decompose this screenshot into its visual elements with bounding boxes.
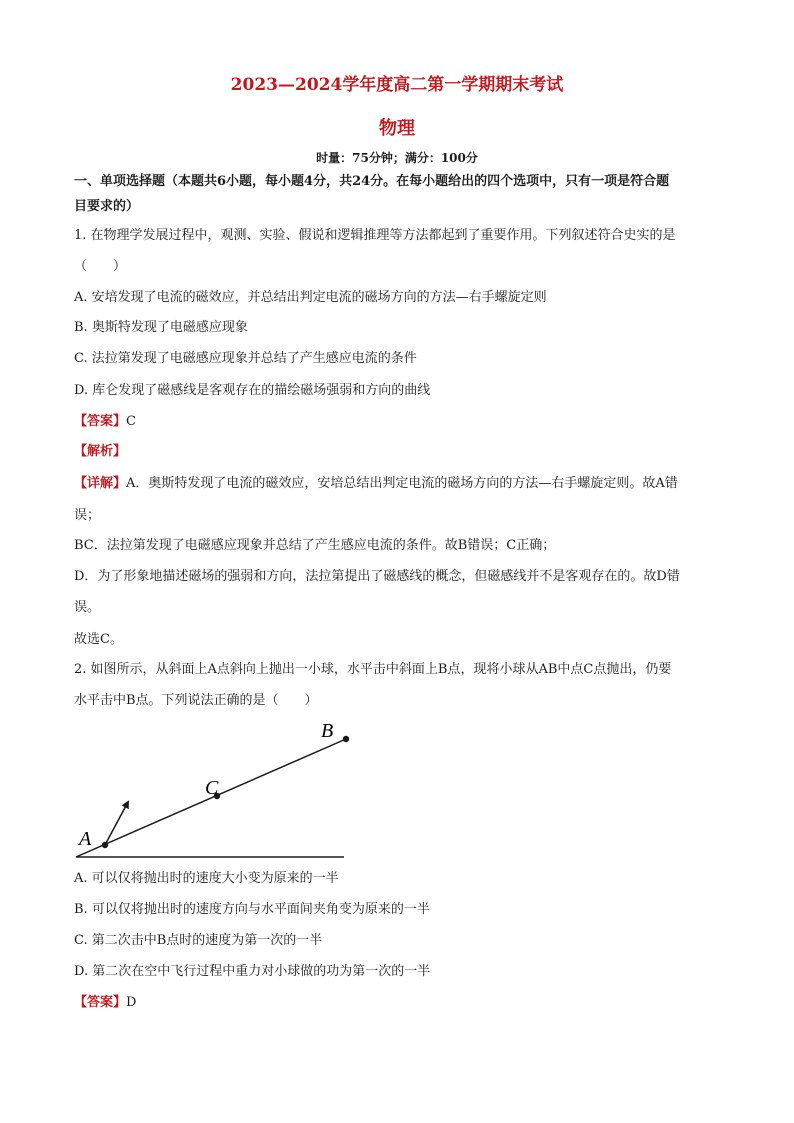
q1-conclusion: 故选C。 [74, 632, 123, 647]
q2-stem-line1: 2. 如图所示，从斜面上A点斜向上抛出一小球，水平击中斜面上B点，现将小球从AB中点C点抛出，仍要 [74, 662, 672, 677]
point-b-dot [343, 736, 349, 742]
q1-detail-line4: D．为了形象地描述磁场的强弱和方向，法拉第提出了磁感线的概念，但磁感线并不是客观存在的。故D错 [74, 569, 680, 584]
section-heading-line2: 目要求的） [74, 199, 140, 214]
q1-analysis-label: 【解析】 [74, 444, 127, 459]
exam-title: 2023—2024学年度高二第一学期期末考试 [230, 75, 564, 95]
q2-option-a: A. 可以仅将抛出时的速度大小变为原来的一半 [74, 871, 339, 886]
q2-option-d: D. 第二次在空中飞行过程中重力对小球做的功为第一次的一半 [74, 964, 431, 979]
q2-answer [74, 994, 136, 1012]
q1-option-a: A. 安培发现了电流的磁效应，并总结出判定电流的磁场方向的方法—右手螺旋定则 [74, 290, 547, 305]
q1-detail-line2: 误； [74, 508, 101, 523]
point-a-dot [102, 842, 108, 848]
q1-answer [74, 413, 136, 431]
label-b: B [321, 720, 334, 742]
q1-option-d: D. 库仑发现了磁感线是客观存在的描绘磁场强弱和方向的曲线 [74, 383, 431, 398]
detail-label: 【详解】 [74, 476, 127, 491]
answer-label: 【答案】 [74, 414, 127, 429]
q1-detail-line3: BC．法拉第发现了电磁感应现象并总结了产生感应电流的条件。故B错误；C正确； [74, 538, 556, 553]
answer-label: 【答案】 [74, 995, 127, 1010]
answer-value: C [126, 414, 136, 429]
q1-option-c: C. 法拉第发现了电磁感应现象并总结了产生感应电流的条件 [74, 351, 417, 366]
exam-meta: 时量：75分钟；满分：100分 [316, 151, 478, 165]
q1-detail-line1 [74, 475, 678, 493]
incline-diagram [70, 712, 360, 867]
subject-title: 物理 [379, 118, 415, 139]
q2-option-c: C. 第二次击中B点时的速度为第一次的一半 [74, 933, 323, 948]
q2-stem-line2: 水平击中B点。下列说法正确的是（ ） [74, 693, 318, 708]
q1-stem-line1: 1. 在物理学发展过程中，观测、实验、假说和逻辑推理等方法都起到了重要作用。下列叙述符合史实的是 [74, 228, 676, 243]
q1-detail-line5: 误。 [74, 600, 101, 615]
label-a: A [79, 828, 92, 850]
answer-value: D [126, 995, 137, 1010]
detail-text: A．奥斯特发现了电流的磁效应，安培总结出判定电流的磁场方向的方法—右手螺旋定则。故A错 [126, 476, 678, 491]
section-heading-line1: 一、单项选择题（本题共6小题，每小题4分，共24分。在每小题给出的四个选项中，只有一项是符合题 [74, 174, 670, 189]
q1-stem-line2: （ ） [74, 259, 127, 274]
q1-option-b: B. 奥斯特发现了电磁感应现象 [74, 320, 248, 335]
label-c: C [205, 777, 219, 799]
q2-option-b: B. 可以仅将抛出时的速度方向与水平面间夹角变为原来的一半 [74, 902, 430, 917]
